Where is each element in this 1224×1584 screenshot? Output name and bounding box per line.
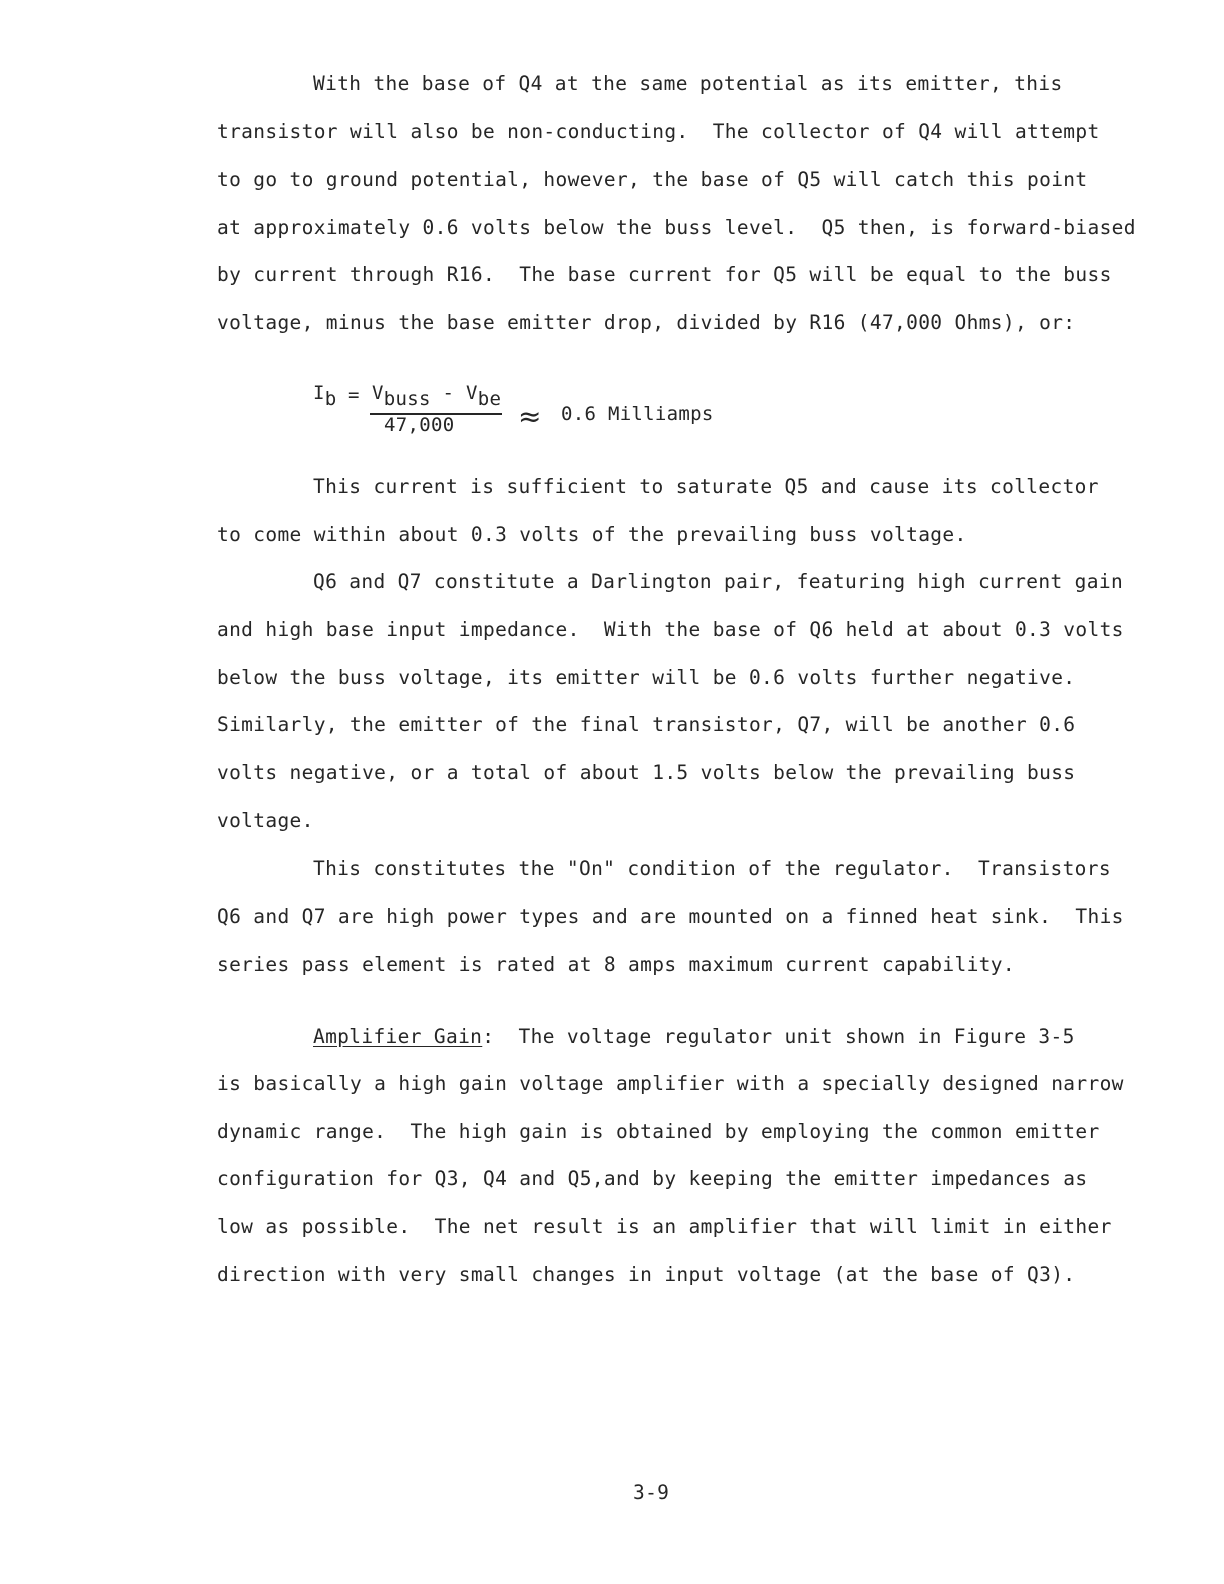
text-line: and high base input impedance. With the base of Q6 held at about 0.3 volts bbox=[217, 618, 1124, 641]
text-line: voltage, minus the base emitter drop, divided by R16 (47,000 Ohms), or: bbox=[217, 311, 1076, 334]
text-line: at approximately 0.6 volts below the buss level. Q5 then, is forward-biased bbox=[217, 216, 1136, 239]
text-line: dynamic range. The high gain is obtained by employing the common emitter bbox=[217, 1120, 1100, 1143]
approx-symbol: ≈ bbox=[518, 400, 542, 433]
text-line: This current is sufficient to saturate Q5 and cause its collector bbox=[313, 475, 1099, 498]
text-line: Amplifier Gain: The voltage regulator unit shown in Figure 3-5 bbox=[313, 1025, 1075, 1048]
text-line: transistor will also be non-conducting. The collector of Q4 will attempt bbox=[217, 120, 1100, 143]
equation-result: 0.6 Milliamps bbox=[561, 403, 714, 425]
equation-numerator: Vbuss - Vbe bbox=[372, 382, 502, 410]
equation-equals: = bbox=[348, 384, 360, 406]
section-heading: Amplifier Gain bbox=[313, 1025, 483, 1048]
text-line: to go to ground potential, however, the base of Q5 will catch this point bbox=[217, 168, 1088, 191]
text-line: is basically a high gain voltage amplifier with a specially designed narrow bbox=[217, 1072, 1124, 1095]
equation-denominator: 47,000 bbox=[384, 414, 455, 436]
text-line: series pass element is rated at 8 amps maximum current capability. bbox=[217, 953, 1015, 976]
text-line: configuration for Q3, Q4 and Q5,and by keeping the emitter impedances as bbox=[217, 1167, 1088, 1190]
text-line: Q6 and Q7 constitute a Darlington pair, featuring high current gain bbox=[313, 570, 1124, 593]
equation-lhs: Ib bbox=[313, 382, 337, 410]
text-line: volts negative, or a total of about 1.5 volts below the prevailing buss bbox=[217, 761, 1076, 784]
text-line: With the base of Q4 at the same potential as its emitter, this bbox=[313, 72, 1063, 95]
text-line: direction with very small changes in input voltage (at the base of Q3). bbox=[217, 1263, 1076, 1286]
text-line: This constitutes the "On" condition of the regulator. Transistors bbox=[313, 857, 1111, 880]
text-line: by current through R16. The base current for Q5 will be equal to the buss bbox=[217, 263, 1112, 286]
text-line: Similarly, the emitter of the final transistor, Q7, will be another 0.6 bbox=[217, 713, 1076, 736]
text-line: to come within about 0.3 volts of the prevailing buss voltage. bbox=[217, 523, 967, 546]
text-line: low as possible. The net result is an amplifier that will limit in either bbox=[217, 1215, 1112, 1238]
text-line: voltage. bbox=[217, 809, 314, 832]
text-line: Q6 and Q7 are high power types and are mounted on a finned heat sink. This bbox=[217, 905, 1124, 928]
page-number: 3-9 bbox=[633, 1481, 670, 1504]
text-line: below the buss voltage, its emitter will be 0.6 volts further negative. bbox=[217, 666, 1076, 689]
